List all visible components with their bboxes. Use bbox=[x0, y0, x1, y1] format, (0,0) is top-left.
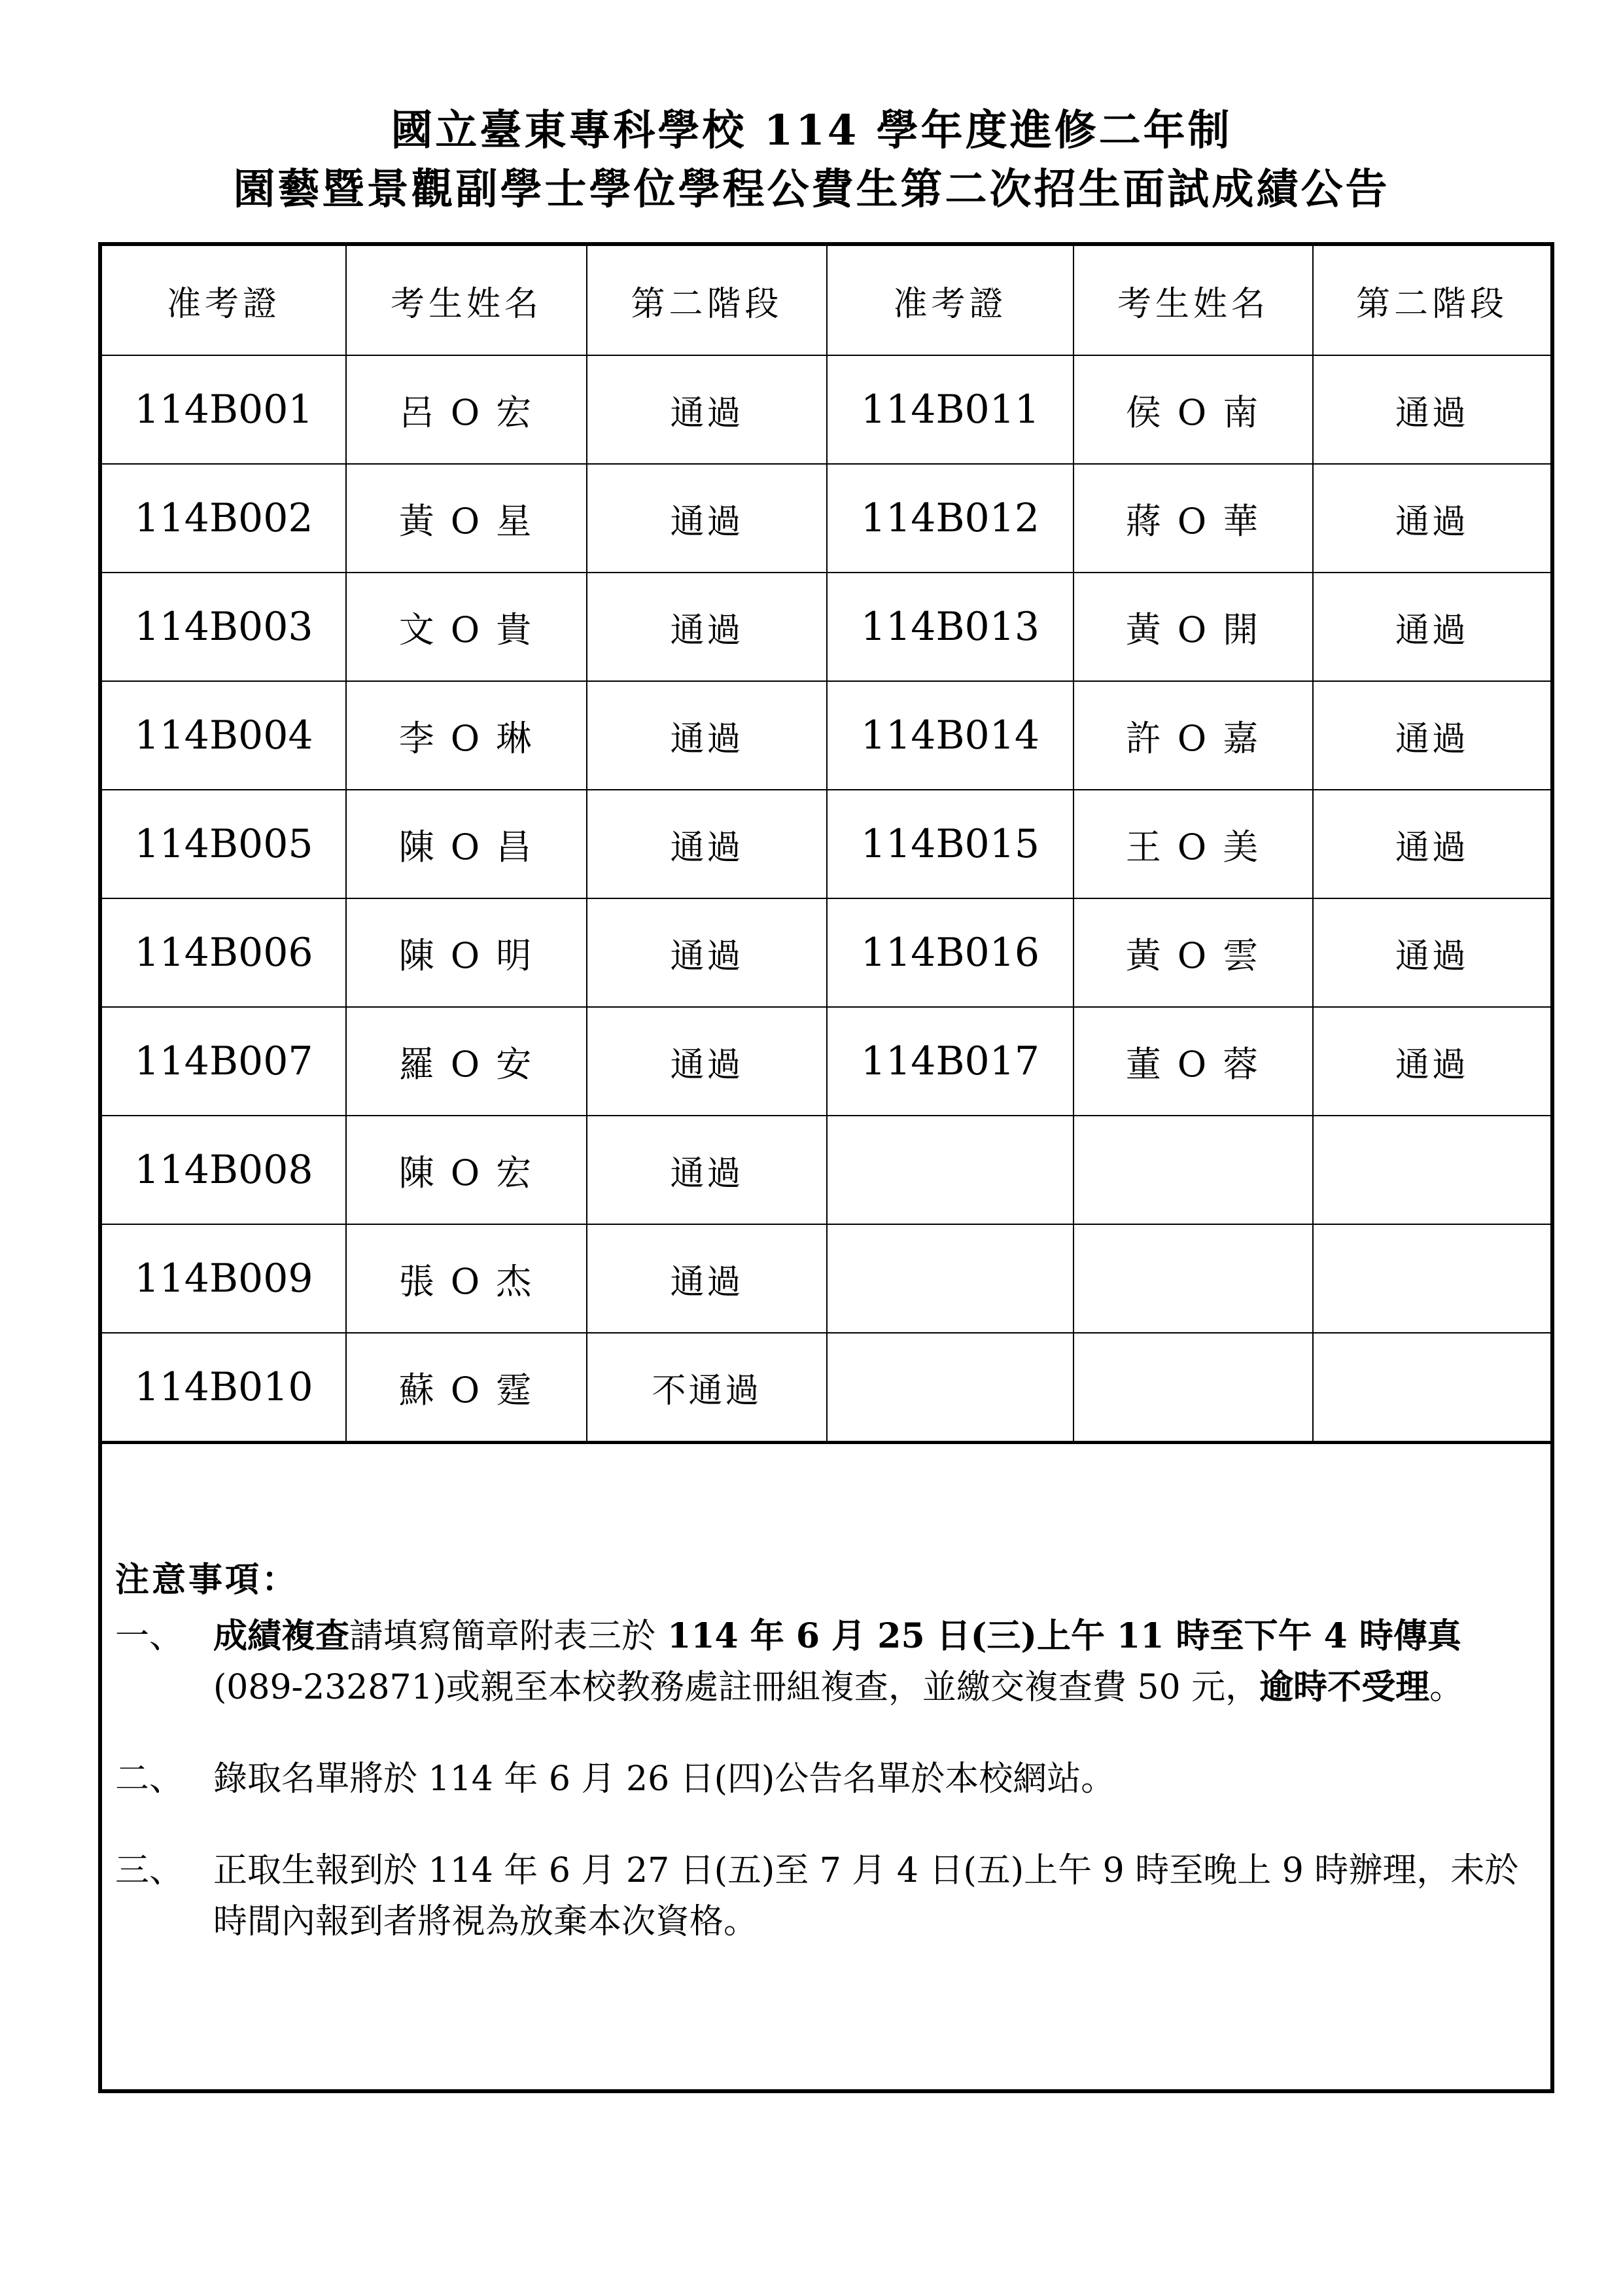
exam-id-cell bbox=[827, 1333, 1073, 1443]
note-number: 一、 bbox=[115, 1617, 184, 1656]
student-name-cell: 黃 O 雲 bbox=[1073, 898, 1313, 1007]
student-name-cell: 陳 O 明 bbox=[346, 898, 587, 1007]
exam-id-cell: 114B009 bbox=[102, 1224, 346, 1333]
student-name-cell: 王 O 美 bbox=[1073, 790, 1313, 898]
stage-two-result-cell: 通過 bbox=[587, 681, 827, 790]
notes-heading: 注意事項： bbox=[115, 1560, 299, 1600]
student-name-cell: 董 O 蓉 bbox=[1073, 1007, 1313, 1116]
exam-id-cell: 114B016 bbox=[827, 898, 1073, 1007]
table-header-row bbox=[102, 246, 1550, 355]
exam-id-cell: 114B004 bbox=[102, 681, 346, 790]
stage-two-result-cell: 通過 bbox=[587, 355, 827, 464]
column-header-exam-id: 准考證 bbox=[827, 246, 1073, 355]
note-text: 。 bbox=[1429, 1668, 1464, 1707]
page-title-line-2: 園藝暨景觀副學士學位學程公費生第二次招生面試成績公告 bbox=[233, 165, 1390, 214]
column-header-stage-two: 第二階段 bbox=[587, 246, 827, 355]
stage-two-result-cell bbox=[1313, 1116, 1550, 1224]
column-header-name: 考生姓名 bbox=[346, 246, 587, 355]
stage-two-result-cell: 通過 bbox=[587, 1116, 827, 1224]
stage-two-result-cell: 通過 bbox=[1313, 898, 1550, 1007]
exam-id-cell: 114B002 bbox=[102, 464, 346, 573]
exam-id-cell: 114B014 bbox=[827, 681, 1073, 790]
table-row bbox=[102, 1224, 1550, 1333]
exam-id-cell: 114B012 bbox=[827, 464, 1073, 573]
note-bold-text: 成績複查 bbox=[213, 1616, 350, 1656]
student-name-cell bbox=[1073, 1116, 1313, 1224]
note-text: 請填寫簡章附表三於 bbox=[349, 1617, 656, 1656]
stage-two-result-cell: 通過 bbox=[1313, 573, 1550, 681]
stage-two-result-cell: 通過 bbox=[1313, 790, 1550, 898]
note-text: (089-232871)或親至本校教務處註冊組複查，並繳交複查費 50 元， bbox=[213, 1668, 1260, 1707]
student-name-cell: 黃 O 開 bbox=[1073, 573, 1313, 681]
exam-id-cell: 114B005 bbox=[102, 790, 346, 898]
column-header-stage-two: 第二階段 bbox=[1313, 246, 1550, 355]
stage-two-result-cell: 通過 bbox=[587, 790, 827, 898]
note-bold-date: 114 年 6 月 25 日(三)上午 11 時至下午 4 時傳真 bbox=[655, 1616, 1461, 1656]
stage-two-result-cell: 通過 bbox=[587, 1007, 827, 1116]
table-row bbox=[102, 681, 1550, 790]
table-row bbox=[102, 1116, 1550, 1224]
stage-two-result-cell: 通過 bbox=[587, 464, 827, 573]
stage-two-result-cell: 通過 bbox=[1313, 355, 1550, 464]
exam-id-cell: 114B003 bbox=[102, 573, 346, 681]
table-row bbox=[102, 1007, 1550, 1116]
notes-section bbox=[115, 1555, 1541, 1988]
stage-two-result-cell bbox=[1313, 1333, 1550, 1443]
student-name-cell bbox=[1073, 1333, 1313, 1443]
student-name-cell: 陳 O 昌 bbox=[346, 790, 587, 898]
note-number: 二、 bbox=[115, 1759, 184, 1799]
exam-id-cell: 114B001 bbox=[102, 355, 346, 464]
student-name-cell: 羅 O 安 bbox=[346, 1007, 587, 1116]
exam-id-cell: 114B013 bbox=[827, 573, 1073, 681]
exam-id-cell bbox=[827, 1116, 1073, 1224]
page-title-line-1: 國立臺東專科學校 114 學年度進修二年制 bbox=[391, 106, 1232, 155]
note-bold-text: 逾時不受理 bbox=[1259, 1667, 1430, 1707]
note-text: 正取生報到於 114 年 6 月 27 日(五)至 7 月 4 日(五)上午 9 時至晚上 9 時辦理，未於時間內報到者將視為放棄本次資格。 bbox=[213, 1851, 1519, 1941]
student-name-cell: 黃 O 星 bbox=[346, 464, 587, 573]
student-name-cell: 張 O 杰 bbox=[346, 1224, 587, 1333]
results-table-body bbox=[102, 355, 1550, 1443]
note-number: 三、 bbox=[115, 1851, 184, 1890]
announcement-frame bbox=[98, 242, 1554, 2093]
table-row bbox=[102, 898, 1550, 1007]
column-header-name: 考生姓名 bbox=[1073, 246, 1313, 355]
stage-two-result-cell: 通過 bbox=[1313, 681, 1550, 790]
exam-id-cell: 114B010 bbox=[102, 1333, 346, 1443]
table-row bbox=[102, 1333, 1550, 1443]
student-name-cell: 文 O 貴 bbox=[346, 573, 587, 681]
exam-id-cell: 114B006 bbox=[102, 898, 346, 1007]
student-name-cell bbox=[1073, 1224, 1313, 1333]
note-text: 錄取名單將於 114 年 6 月 26 日(四)公告名單於本校網站。 bbox=[213, 1759, 1115, 1799]
student-name-cell: 蘇 O 霆 bbox=[346, 1333, 587, 1443]
table-row bbox=[102, 790, 1550, 898]
student-name-cell: 李 O 琳 bbox=[346, 681, 587, 790]
exam-id-cell: 114B007 bbox=[102, 1007, 346, 1116]
table-row bbox=[102, 573, 1550, 681]
stage-two-result-cell: 通過 bbox=[587, 1224, 827, 1333]
note-item-1 bbox=[115, 1611, 1541, 1713]
table-row bbox=[102, 355, 1550, 464]
exam-id-cell: 114B015 bbox=[827, 790, 1073, 898]
stage-two-result-cell: 通過 bbox=[587, 573, 827, 681]
exam-id-cell: 114B017 bbox=[827, 1007, 1073, 1116]
stage-two-result-cell bbox=[1313, 1224, 1550, 1333]
stage-two-result-cell: 通過 bbox=[1313, 464, 1550, 573]
student-name-cell: 侯 O 南 bbox=[1073, 355, 1313, 464]
note-item-2 bbox=[115, 1754, 1541, 1805]
stage-two-result-cell: 通過 bbox=[587, 898, 827, 1007]
exam-id-cell: 114B011 bbox=[827, 355, 1073, 464]
results-table bbox=[102, 246, 1550, 1444]
column-header-exam-id: 准考證 bbox=[102, 246, 346, 355]
stage-two-result-cell: 不通過 bbox=[587, 1333, 827, 1443]
student-name-cell: 許 O 嘉 bbox=[1073, 681, 1313, 790]
table-row bbox=[102, 464, 1550, 573]
exam-id-cell: 114B008 bbox=[102, 1116, 346, 1224]
student-name-cell: 呂 O 宏 bbox=[346, 355, 587, 464]
student-name-cell: 陳 O 宏 bbox=[346, 1116, 587, 1224]
exam-id-cell bbox=[827, 1224, 1073, 1333]
stage-two-result-cell: 通過 bbox=[1313, 1007, 1550, 1116]
note-item-3 bbox=[115, 1845, 1541, 1947]
student-name-cell: 蔣 O 華 bbox=[1073, 464, 1313, 573]
